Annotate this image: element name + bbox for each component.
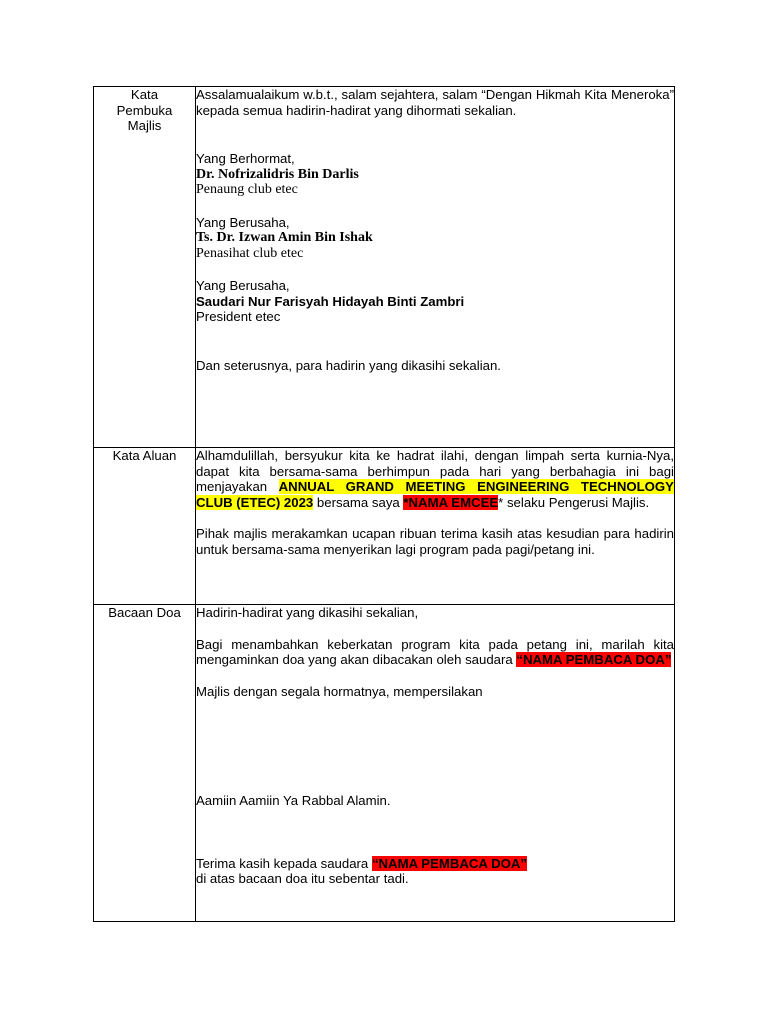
row-label: Kata Aluan	[112, 448, 177, 463]
event-name-highlight: ANNUAL GRAND MEETING ENGINEERING TECHNOLOGY CLUB (ETEC) 2023	[196, 479, 674, 510]
salutation-name: Dr. Nofrizalidris Bin Darlis	[196, 166, 359, 182]
salutation-role: Penaung club etec	[196, 182, 298, 197]
thanks-reader-paragraph: Terima kasih kepada saudara “NAMA PEMBACA DOA” di atas bacaan doa itu sebentar tadi.	[196, 855, 528, 886]
prayer-invite-paragraph: Bagi menambahkan keberkatan program kita pada petang ini, marilah kita mengaminkan doa yang akan dibacakan oleh saudara “NAMA PEMBACA DOA”	[196, 636, 674, 667]
row-label-cell	[94, 87, 196, 448]
row-label-cell	[94, 448, 196, 605]
row-label: Bacaan Doa	[108, 605, 181, 620]
salutation-role: Penasihat club etec	[196, 245, 304, 261]
event-script-table	[93, 86, 675, 922]
closing-line: Dan seterusnya, para hadirin yang dikasihi sekalian.	[196, 357, 501, 373]
table-row	[94, 448, 675, 605]
row-label: Kata	[130, 87, 159, 102]
address-line: Hadirin-hadirat yang dikasihi sekalian,	[196, 605, 419, 620]
table-row	[94, 87, 675, 448]
salutation-title: Yang Berusaha,	[196, 214, 290, 230]
amen-line: Aamiin Aamiin Ya Rabbal Alamin.	[196, 793, 391, 808]
welcome-paragraph: Alhamdulillah, bersyukur kita ke hadrat ilahi, dengan limpah serta kurnia-Nya, dapat kita bersama-sama berhimpun pada hari yang berbahagia ini bagi menjayakan ANNUAL GRAND MEETING ENGINEERING TECHNOLOGY CLUB (ETEC) 2023 bersama saya *NAMA EMCEE* selaku Pengerusi Majlis.	[196, 448, 674, 510]
row-label: Pembuka	[116, 102, 173, 118]
salutation-title: Yang Berusaha,	[196, 278, 290, 293]
prayer-reader-placeholder-highlight: “NAMA PEMBACA DOA”	[371, 855, 528, 871]
prayer-reader-placeholder-highlight: “NAMA PEMBACA DOA”	[516, 652, 672, 667]
row-label-cell	[94, 605, 196, 922]
table-row	[94, 605, 675, 922]
row-content-cell	[196, 448, 675, 605]
invitation-line: Majlis dengan segala hormatnya, mempersilakan	[196, 683, 483, 699]
row-content-cell	[196, 87, 675, 448]
salutation-name: Saudari Nur Farisyah Hidayah Binti Zambri	[196, 293, 465, 309]
row-content-cell	[196, 605, 675, 922]
emcee-placeholder-highlight: *NAMA EMCEE	[403, 494, 499, 510]
salutation-title: Yang Berhormat,	[196, 151, 295, 166]
row-label: Majlis	[127, 118, 162, 133]
salutation-name: Ts. Dr. Izwan Amin Bin Ishak	[196, 230, 373, 245]
salutation-role: President etec	[196, 309, 281, 324]
greeting-paragraph: Assalamualaikum w.b.t., salam sejahtera, salam “Dengan Hikmah Kita Meneroka” kepada semua hadirin-hadirat yang dihormati sekalian.	[196, 87, 674, 118]
thanks-paragraph: Pihak majlis merakamkan ucapan ribuan terima kasih atas kesudian para hadirin untuk bersama-sama menyerikan lagi program pada pagi/petang ini.	[196, 526, 674, 557]
